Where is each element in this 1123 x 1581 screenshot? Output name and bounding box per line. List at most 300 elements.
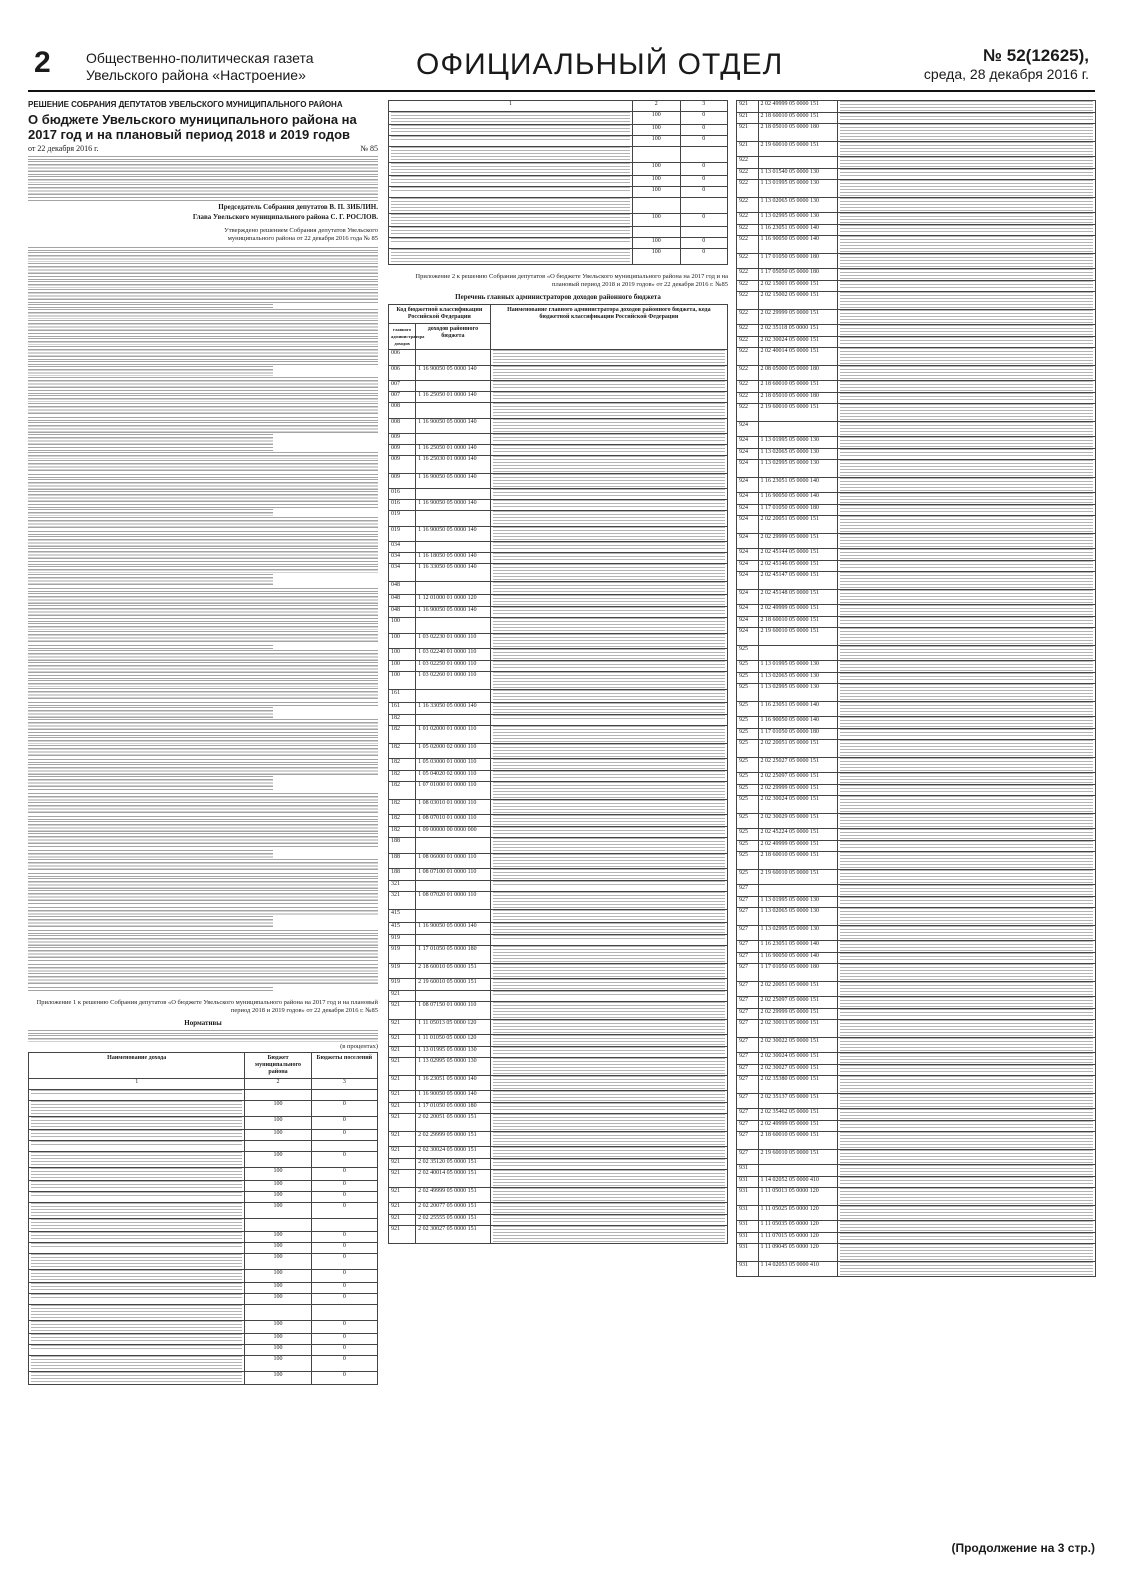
description-cell	[29, 1090, 245, 1101]
table-row	[389, 991, 728, 1002]
cell-text-lines	[493, 1076, 725, 1090]
cell-text-lines	[840, 1150, 1094, 1164]
district-share-cell: 100	[633, 249, 680, 265]
table-row	[389, 923, 728, 935]
district-share-cell: 100	[245, 1270, 311, 1283]
admin-code-cell: 921	[389, 1047, 416, 1058]
cell-text-lines	[493, 527, 725, 541]
district-share-cell	[633, 198, 680, 214]
table-row	[737, 702, 1096, 717]
cell-text-lines	[840, 1121, 1094, 1129]
description-cell	[837, 628, 1096, 646]
income-code-cell	[416, 910, 491, 923]
description-cell	[837, 1233, 1096, 1244]
description-cell	[490, 1058, 727, 1076]
table-row	[737, 1150, 1096, 1165]
text-paragraph	[28, 320, 378, 337]
description-cell	[490, 1103, 727, 1114]
cell-text-lines	[493, 381, 725, 390]
text-paragraph	[28, 474, 378, 478]
cell-text-lines	[493, 1002, 725, 1019]
income-code-cell: 2 02 29999 05 0000 151	[758, 785, 837, 796]
admin-code-cell: 925	[737, 717, 759, 729]
income-code-cell: 1 13 01995 05 0000 130	[416, 1047, 491, 1058]
admin-code-cell: 921	[737, 142, 759, 157]
description-cell	[490, 946, 727, 964]
text-paragraph	[28, 605, 378, 622]
table-row	[389, 1188, 728, 1203]
cell-text-lines	[493, 910, 725, 922]
table-row	[737, 478, 1096, 493]
text-paragraph	[28, 850, 273, 857]
admin-code-cell: 048	[389, 582, 416, 595]
table-row	[389, 527, 728, 542]
income-code-cell	[758, 646, 837, 661]
income-code-cell: 1 17 01050 05 0000 180	[758, 505, 837, 516]
table-row	[389, 703, 728, 715]
cell-text-lines	[493, 672, 725, 689]
admin-code-cell: 921	[389, 1170, 416, 1188]
admin-code-cell: 931	[737, 1221, 759, 1233]
description-cell	[837, 1206, 1096, 1221]
income-code-cell: 1 16 23051 05 0000 140	[416, 1076, 491, 1091]
table-row	[737, 628, 1096, 646]
description-cell	[837, 926, 1096, 941]
cell-text-lines	[840, 213, 1094, 224]
description-cell	[837, 885, 1096, 897]
cell-text-lines	[493, 964, 725, 978]
text-paragraph	[28, 719, 378, 736]
income-code-cell: 1 01 02000 01 0000 110	[416, 726, 491, 744]
description-cell	[490, 827, 727, 838]
cell-text-lines	[493, 1170, 725, 1187]
table-row	[29, 1117, 378, 1130]
description-cell	[837, 1109, 1096, 1121]
cell-text-lines	[840, 814, 1094, 828]
income-code-cell: 2 02 29999 05 0000 151	[758, 1009, 837, 1020]
income-code-cell: 1 13 01995 05 0000 130	[758, 437, 837, 449]
income-code-cell: 1 08 03010 01 0000 110	[416, 800, 491, 815]
description-cell	[837, 422, 1096, 437]
admin-code-cell: 921	[389, 1215, 416, 1226]
table-row	[737, 310, 1096, 325]
table-row	[737, 1053, 1096, 1065]
text-paragraph	[28, 930, 378, 934]
description-cell	[837, 348, 1096, 366]
cell-text-lines	[391, 163, 630, 175]
settlement-share-cell: 0	[680, 187, 727, 198]
admin-code-cell: 161	[389, 690, 416, 703]
cell-text-lines	[493, 445, 725, 453]
table-row	[389, 434, 728, 445]
table-row	[737, 1132, 1096, 1150]
description-cell	[490, 1002, 727, 1020]
description-cell	[29, 1356, 245, 1372]
description-cell	[837, 213, 1096, 225]
text-paragraph	[28, 816, 378, 820]
description-cell	[490, 771, 727, 782]
income-code-cell: 2 19 60010 05 0000 151	[758, 1150, 837, 1165]
table-row	[737, 437, 1096, 449]
income-code-cell: 1 08 07010 01 0000 110	[416, 815, 491, 827]
admin-code-cell: 921	[389, 1076, 416, 1091]
table-row	[389, 759, 728, 771]
cell-text-lines	[493, 1103, 725, 1111]
cell-text-lines	[493, 456, 725, 473]
cell-text-lines	[840, 885, 1094, 896]
description-cell	[837, 997, 1096, 1009]
admin-code-cell: 919	[389, 979, 416, 991]
income-code-cell	[416, 991, 491, 1002]
cell-text-lines	[31, 1130, 242, 1139]
table-row	[737, 1020, 1096, 1038]
income-code-cell: 1 09 00000 00 0000 000	[416, 827, 491, 838]
appendix1-table	[28, 1052, 378, 1385]
description-cell	[490, 456, 727, 474]
admin-code-cell: 321	[389, 892, 416, 910]
description-cell	[837, 870, 1096, 885]
admin-code-cell: 188	[389, 838, 416, 854]
income-code-cell: 2 02 45148 05 0000 151	[758, 590, 837, 605]
settlement-share-cell	[311, 1219, 377, 1232]
admin-code-cell: 925	[737, 646, 759, 661]
income-code-cell: 2 02 49999 05 0000 151	[758, 841, 837, 852]
cell-text-lines	[840, 1206, 1094, 1220]
cell-text-lines	[391, 112, 630, 124]
table-row	[389, 910, 728, 923]
cell-text-lines	[840, 941, 1094, 952]
admin-code-cell: 007	[389, 381, 416, 392]
income-code-cell: 2 02 45146 05 0000 151	[758, 561, 837, 572]
cell-text-lines	[840, 142, 1094, 156]
appendix2-title: Перечень главных администраторов доходов районного бюджета	[455, 293, 661, 301]
table-row	[737, 281, 1096, 292]
text-paragraph	[28, 574, 273, 588]
table-row	[737, 758, 1096, 773]
description-cell	[29, 1219, 245, 1232]
table-row	[737, 1038, 1096, 1053]
income-code-cell: 2 19 60010 05 0000 151	[758, 142, 837, 157]
admin-code-cell: 931	[737, 1244, 759, 1262]
settlement-share-cell	[311, 1141, 377, 1152]
table-row	[737, 381, 1096, 393]
description-cell	[837, 516, 1096, 534]
col-number: 3	[311, 1079, 377, 1090]
table-row	[389, 187, 728, 198]
appendix2-continued-table	[736, 100, 1096, 1277]
text-paragraph	[28, 593, 378, 603]
description-cell	[837, 661, 1096, 673]
text-paragraph	[28, 509, 273, 516]
text-paragraph	[28, 479, 378, 489]
table-row	[29, 1090, 378, 1101]
cell-text-lines	[391, 147, 630, 162]
description-cell	[490, 672, 727, 690]
cell-text-lines	[493, 1188, 725, 1202]
description-cell	[490, 1203, 727, 1215]
description-cell	[837, 1053, 1096, 1065]
description-cell	[837, 325, 1096, 337]
cell-text-lines	[840, 269, 1094, 280]
description-cell	[29, 1270, 245, 1283]
table-row	[389, 979, 728, 991]
section-title: ОФИЦИАЛЬНЫЙ ОТДЕЛ	[416, 48, 784, 81]
cell-text-lines	[493, 434, 725, 443]
admin-code-cell: 922	[737, 404, 759, 422]
admin-code-cell: 182	[389, 759, 416, 771]
district-share-cell: 100	[245, 1101, 311, 1117]
settlement-share-cell: 0	[680, 125, 727, 136]
table-row	[389, 1020, 728, 1035]
income-code-cell: 2 02 20051 05 0000 151	[758, 982, 837, 997]
table-row	[737, 717, 1096, 729]
cell-text-lines	[493, 1159, 725, 1167]
income-code-cell: 1 17 05050 05 0000 180	[758, 269, 837, 281]
cell-text-lines	[493, 511, 725, 526]
income-code-cell: 1 14 02052 05 0000 410	[758, 1177, 837, 1188]
income-code-cell: 1 13 02995 05 0000 130	[758, 213, 837, 225]
text-paragraph	[28, 588, 378, 592]
cell-text-lines	[493, 815, 725, 826]
description-cell	[29, 1283, 245, 1294]
income-code-cell	[416, 403, 491, 419]
district-share-cell	[245, 1141, 311, 1152]
cell-text-lines	[31, 1270, 242, 1282]
cell-text-lines	[840, 926, 1094, 940]
cell-text-lines	[840, 717, 1094, 728]
description-cell	[389, 187, 633, 198]
income-code-cell: 1 16 23051 05 0000 140	[758, 478, 837, 493]
text-paragraph	[28, 662, 378, 679]
cell-text-lines	[391, 238, 630, 244]
cell-text-lines	[493, 607, 725, 615]
cell-text-lines	[840, 661, 1094, 672]
district-share-cell	[245, 1219, 311, 1232]
decision-header: РЕШЕНИЕ СОБРАНИЯ ДЕПУТАТОВ УВЕЛЬСКОГО МУНИЦИПАЛЬНОГО РАЙОНА	[28, 100, 343, 109]
table-row	[737, 796, 1096, 814]
cell-text-lines	[840, 1009, 1094, 1017]
income-code-cell: 1 08 06000 01 0000 110	[416, 854, 491, 869]
admin-code-cell: 925	[737, 852, 759, 870]
description-cell	[29, 1141, 245, 1152]
decision-number: № 85	[360, 144, 378, 153]
admin-code-cell: 919	[389, 935, 416, 946]
income-code-cell: 2 02 25097 05 0000 151	[758, 773, 837, 785]
gazette-line-1: Общественно-политическая газета	[86, 50, 314, 66]
admin-code-cell: 924	[737, 437, 759, 449]
signature-head: Глава Увельского муниципального района С. Г. РОСЛОВ.	[192, 212, 378, 221]
income-code-cell: 1 11 01050 05 0000 120	[416, 1035, 491, 1047]
district-share-cell: 100	[245, 1294, 311, 1305]
income-code-cell: 1 16 90050 05 0000 140	[416, 419, 491, 434]
income-code-cell: 2 02 20051 05 0000 151	[416, 1114, 491, 1132]
income-code-cell: 1 03 02240 01 0000 110	[416, 649, 491, 661]
table-row	[737, 337, 1096, 348]
cell-text-lines	[493, 703, 725, 714]
cell-text-lines	[31, 1372, 242, 1384]
table-row	[389, 214, 728, 227]
text-paragraph	[28, 973, 378, 987]
cell-text-lines	[391, 249, 630, 264]
table-row	[737, 113, 1096, 124]
table-row	[389, 381, 728, 392]
decision-date: от 22 декабря 2016 г.	[28, 144, 99, 153]
appendix1-continued-table	[388, 100, 728, 265]
district-share-cell	[633, 147, 680, 163]
admin-code-cell: 925	[737, 740, 759, 758]
table-row	[737, 348, 1096, 366]
admin-code-cell: 922	[737, 254, 759, 269]
income-code-cell: 2 02 30024 05 0000 151	[758, 796, 837, 814]
admin-code-cell: 927	[737, 964, 759, 982]
text-paragraph	[28, 737, 378, 744]
description-cell	[490, 381, 727, 392]
cell-text-lines	[493, 782, 725, 799]
table-row	[389, 403, 728, 419]
table-row	[737, 1065, 1096, 1076]
cell-text-lines	[840, 997, 1094, 1008]
settlement-share-cell: 0	[311, 1232, 377, 1243]
district-share-cell: 100	[245, 1356, 311, 1372]
cell-text-lines	[840, 225, 1094, 233]
cell-text-lines	[840, 1262, 1094, 1276]
income-code-cell	[416, 618, 491, 634]
description-cell	[837, 180, 1096, 198]
district-share-cell: 100	[245, 1321, 311, 1334]
admin-code-cell: 415	[389, 910, 416, 923]
cell-text-lines	[840, 254, 1094, 268]
settlement-share-cell	[311, 1090, 377, 1101]
table-row	[29, 1345, 378, 1356]
income-code-cell: 1 16 18050 05 0000 140	[416, 553, 491, 564]
table-row	[737, 964, 1096, 982]
cell-text-lines	[840, 740, 1094, 757]
text-paragraph	[28, 907, 378, 914]
admin-code-cell: 924	[737, 534, 759, 549]
description-cell	[837, 337, 1096, 348]
admin-code-cell: 009	[389, 474, 416, 489]
text-paragraph	[28, 156, 378, 160]
table-row	[389, 881, 728, 892]
cell-text-lines	[493, 838, 725, 853]
settlement-share-cell: 0	[311, 1356, 377, 1372]
income-code-cell: 1 13 02065 05 0000 130	[758, 198, 837, 213]
cell-text-lines	[840, 702, 1094, 716]
income-code-cell: 2 02 30024 05 0000 151	[758, 1053, 837, 1065]
text-paragraph	[28, 184, 378, 201]
admin-code-cell: 919	[389, 964, 416, 979]
income-code-cell	[416, 350, 491, 366]
admin-code-cell: 927	[737, 897, 759, 908]
cell-text-lines	[31, 1356, 242, 1371]
admin-code-cell: 034	[389, 564, 416, 582]
cell-text-lines	[840, 1038, 1094, 1052]
description-cell	[29, 1254, 245, 1270]
cell-text-lines	[493, 350, 725, 365]
cell-text-lines	[840, 366, 1094, 380]
settlement-share-cell	[311, 1305, 377, 1321]
admin-code-cell: 182	[389, 726, 416, 744]
description-cell	[29, 1305, 245, 1321]
admin-code-cell: 182	[389, 827, 416, 838]
admin-code-cell: 921	[389, 1147, 416, 1159]
cell-text-lines	[493, 1226, 725, 1243]
text-paragraph	[28, 531, 378, 535]
text-paragraph	[28, 491, 378, 508]
table-row	[737, 1094, 1096, 1109]
description-cell	[490, 782, 727, 800]
text-paragraph	[28, 650, 378, 660]
income-code-cell	[416, 489, 491, 500]
cell-text-lines	[493, 403, 725, 418]
description-cell	[29, 1101, 245, 1117]
table-row	[737, 561, 1096, 572]
text-paragraph	[28, 833, 378, 850]
cell-text-lines	[840, 870, 1094, 884]
cell-text-lines	[31, 1243, 242, 1249]
income-code-cell	[758, 157, 837, 169]
cell-text-lines	[493, 881, 725, 887]
admin-code-cell: 182	[389, 782, 416, 800]
table-row	[737, 393, 1096, 404]
header-settlement: Бюджеты поселений	[311, 1053, 377, 1079]
income-code-cell: 1 13 01995 05 0000 130	[758, 661, 837, 673]
income-code-cell	[416, 434, 491, 445]
cell-text-lines	[840, 124, 1094, 141]
text-paragraph	[28, 338, 378, 345]
table-row	[389, 1058, 728, 1076]
table-row	[737, 180, 1096, 198]
text-paragraph	[28, 776, 273, 793]
admin-code-cell: 921	[389, 1002, 416, 1020]
income-code-cell	[758, 1165, 837, 1177]
description-cell	[837, 897, 1096, 908]
description-cell	[490, 715, 727, 726]
settlement-share-cell: 0	[311, 1203, 377, 1219]
cell-text-lines	[493, 1020, 725, 1034]
table-row	[389, 935, 728, 946]
description-cell	[29, 1168, 245, 1181]
page-number: 2	[34, 46, 51, 79]
text-paragraph	[28, 176, 378, 183]
description-cell	[490, 910, 727, 923]
admin-code-cell: 921	[737, 101, 759, 113]
table-row	[737, 292, 1096, 310]
income-code-cell: 1 13 02995 05 0000 130	[758, 684, 837, 702]
cell-text-lines	[840, 113, 1094, 121]
table-row	[737, 157, 1096, 169]
cell-text-lines	[840, 1177, 1094, 1185]
admin-code-cell: 100	[389, 618, 416, 634]
description-cell	[837, 941, 1096, 953]
admin-code-cell: 927	[737, 953, 759, 964]
table-row	[737, 1233, 1096, 1244]
income-code-cell: 1 16 90050 05 0000 140	[758, 953, 837, 964]
table-row	[29, 1294, 378, 1305]
admin-code-cell: 016	[389, 489, 416, 500]
text-paragraph	[28, 764, 378, 774]
description-cell	[29, 1192, 245, 1203]
description-cell	[837, 1165, 1096, 1177]
text-paragraph	[28, 964, 378, 971]
header-admin-code: главного администратора доходов	[389, 324, 416, 350]
admin-code-cell: 019	[389, 527, 416, 542]
cell-text-lines	[840, 684, 1094, 701]
description-cell	[837, 1020, 1096, 1038]
cell-text-lines	[493, 827, 725, 835]
description-cell	[837, 561, 1096, 572]
text-paragraph	[28, 263, 378, 280]
